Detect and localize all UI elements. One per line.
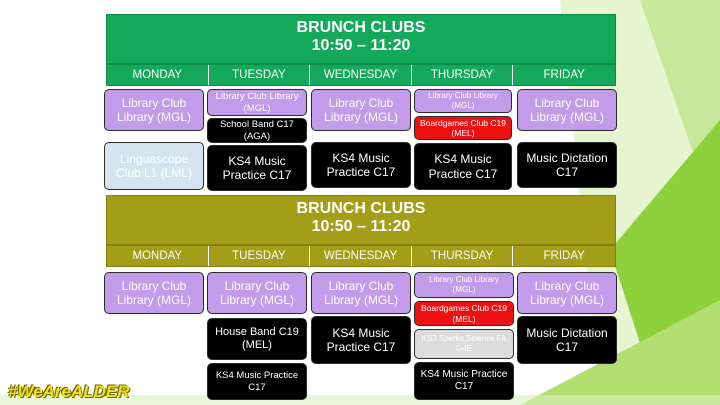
- club-ks4-music-wed: KS4 Music Practice C17: [311, 316, 411, 364]
- club-library-tue: Library Club Library (MGL): [207, 272, 307, 314]
- club-library-fri: Library Club Library (MGL): [517, 89, 617, 131]
- club-boardgames-thu: Boardgames Club C19 (MEL): [414, 116, 512, 140]
- day-thursday: THURSDAY: [412, 246, 514, 266]
- day-tuesday: TUESDAY: [209, 65, 311, 85]
- day-wednesday: WEDNESDAY: [310, 65, 412, 85]
- section1-title: BRUNCH CLUBS: [296, 19, 426, 36]
- club-library-wed: Library Club Library (MGL): [311, 272, 411, 314]
- hashtag-label: #WeAreALDER: [8, 382, 130, 401]
- club-library-thu: Library Club Library (MGL): [414, 272, 514, 298]
- club-library-mon: Library Club Library (MGL): [104, 272, 204, 314]
- club-library-tue: Library Club Library (MGL): [207, 89, 307, 116]
- day-monday: MONDAY: [107, 246, 209, 266]
- section1-day-row: [106, 64, 616, 86]
- club-library-thu: Library Club Library (MGL): [414, 89, 512, 113]
- club-library-wed: Library Club Library (MGL): [311, 89, 411, 131]
- section1-time: 10:50 – 11:20: [311, 37, 411, 55]
- day-friday: FRIDAY: [543, 250, 585, 262]
- section2-header: [106, 195, 616, 245]
- club-house-band-tue: House Band C19 (MEL): [207, 318, 307, 360]
- day-thursday: THURSDAY: [412, 65, 514, 85]
- day-tuesday: TUESDAY: [209, 246, 311, 266]
- club-music-dictation-fri: Music Dictation C17: [517, 316, 617, 364]
- club-library-mon: Library Club Library (MGL): [104, 89, 204, 131]
- section2-title: BRUNCH CLUBS: [296, 200, 426, 217]
- club-ks4-music-wed: KS4 Music Practice C17: [311, 142, 411, 188]
- day-wednesday: WEDNESDAY: [310, 246, 412, 266]
- club-ks4-music-tue: KS4 Music Practice C17: [207, 363, 307, 400]
- club-music-dictation-fri: Music Dictation C17: [517, 142, 617, 188]
- club-ks4-music-thu: KS4 Music Practice C17: [414, 143, 512, 190]
- club-school-band-tue: School Band C17 (AGA): [207, 118, 307, 143]
- club-ks3-science-thu: KS3 Sparks Science FA G4E: [414, 329, 514, 359]
- section1-header: [106, 14, 616, 64]
- club-library-fri: Library Club Library (MGL): [517, 272, 617, 314]
- day-friday: FRIDAY: [543, 69, 585, 81]
- section2-time: 10:50 – 11:20: [311, 218, 411, 236]
- club-boardgames-thu: Boardgames Club C19 (MEL): [414, 301, 514, 326]
- day-monday: MONDAY: [107, 65, 209, 85]
- club-ks4-music-thu: KS4 Music Practice C17: [414, 362, 514, 400]
- section2-day-row: [106, 245, 616, 267]
- club-linguascope-mon: Linguascope Club L1 (LML): [104, 142, 204, 190]
- club-ks4-music-tue: KS4 Music Practice C17: [207, 145, 307, 191]
